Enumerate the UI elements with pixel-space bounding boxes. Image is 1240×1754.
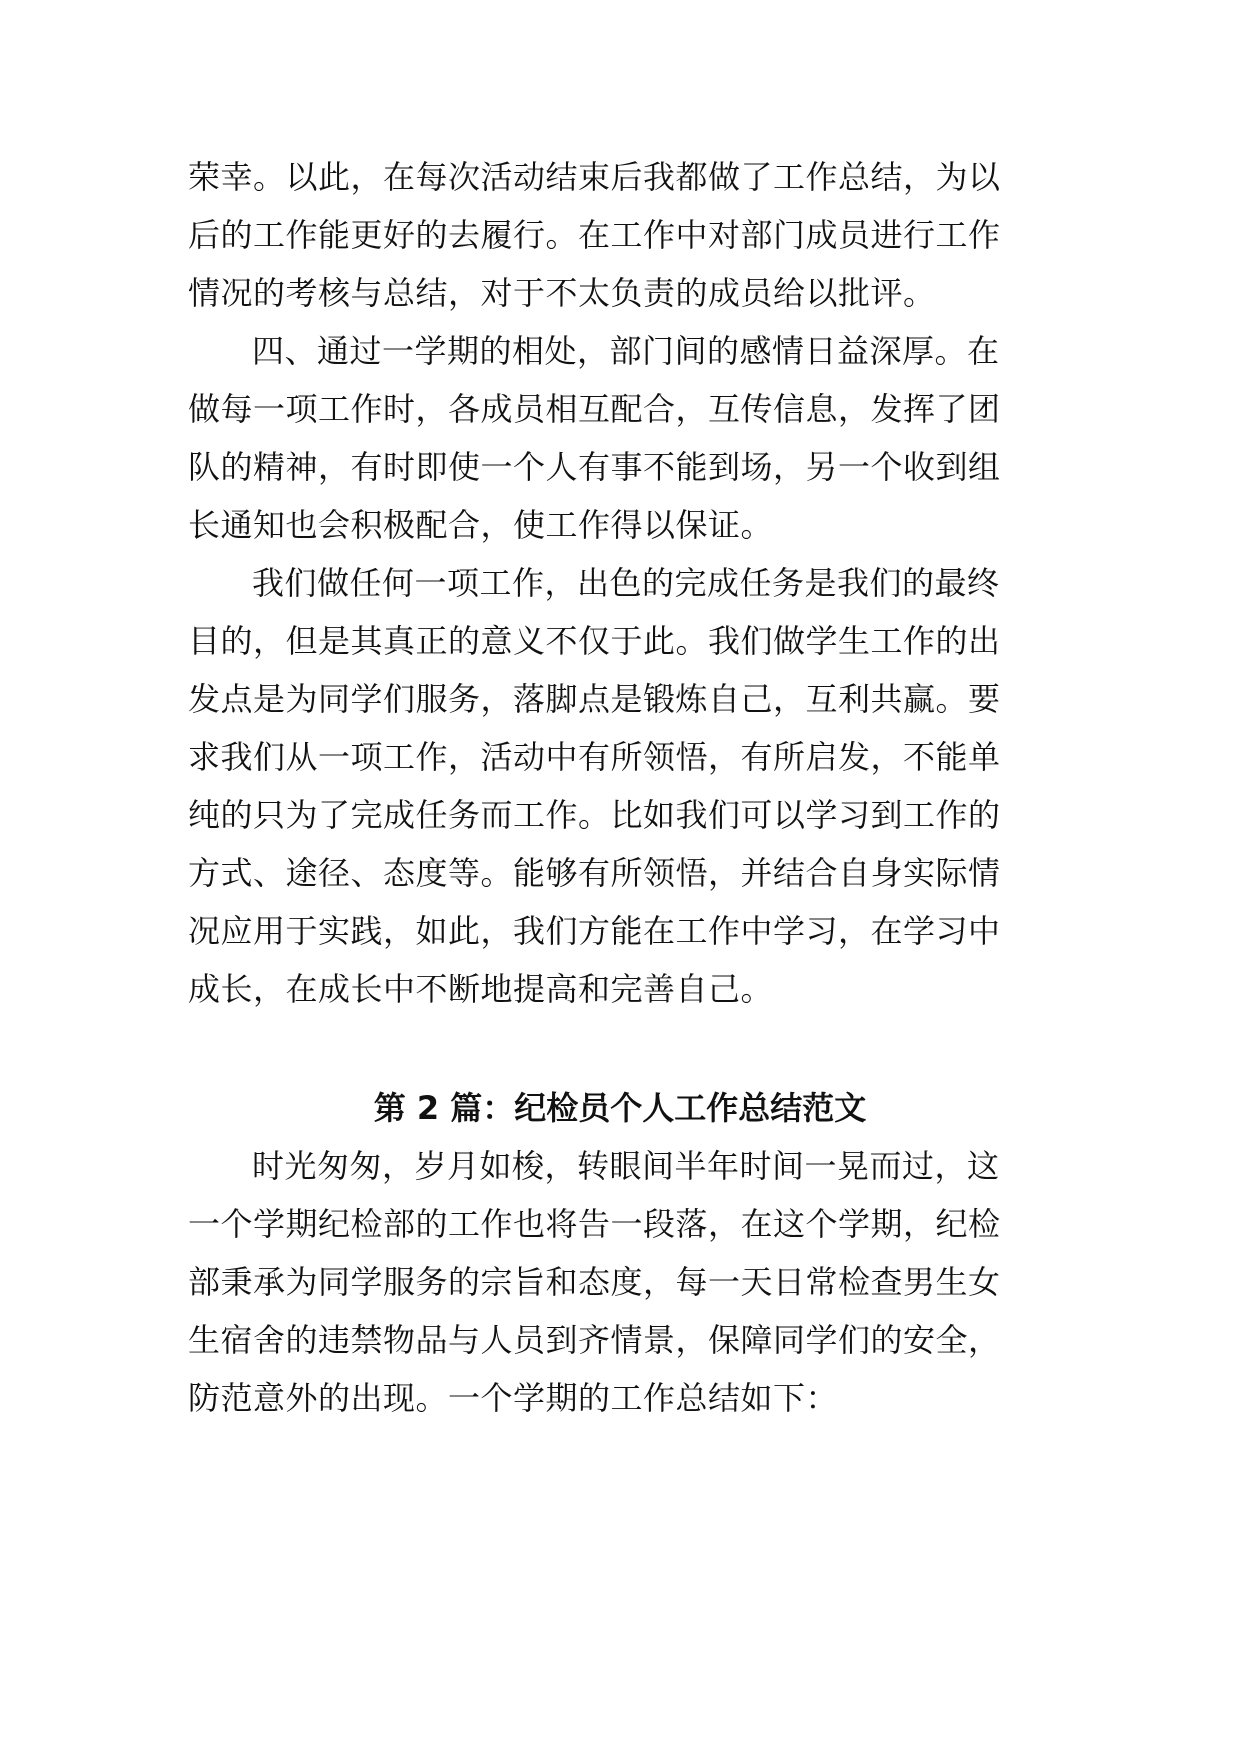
paragraph-line: 求我们从一项工作，活动中有所领悟，有所启发，不能单: [188, 738, 1001, 776]
paragraph-line: 队的精神，有时即使一个人有事不能到场，另一个收到组: [188, 448, 1001, 486]
paragraph-line: 做每一项工作时，各成员相互配合，互传信息，发挥了团: [188, 390, 1001, 428]
paragraph-line: 四、通过一学期的相处，部门间的感情日益深厚。在: [252, 332, 1000, 370]
paragraph-line: 长通知也会积极配合，使工作得以保证。: [188, 506, 774, 544]
paragraph-line: 况应用于实践，如此，我们方能在工作中学习，在学习中: [188, 912, 1001, 950]
paragraph-line: 发点是为同学们服务，落脚点是锻炼自己，互利共赢。要: [188, 680, 1001, 718]
paragraph-line: 方式、途径、态度等。能够有所领悟，并结合自身实际情: [188, 854, 1001, 892]
paragraph-line: 时光匆匆，岁月如梭，转眼间半年时间一晃而过，这: [252, 1147, 1000, 1185]
paragraph-line: 荣幸。以此，在每次活动结束后我都做了工作总结，为以: [188, 158, 1001, 196]
paragraph-line: 纯的只为了完成任务而工作。比如我们可以学习到工作的: [188, 796, 1001, 834]
paragraph-line: 目的，但是其真正的意义不仅于此。我们做学生工作的出: [188, 622, 1001, 660]
paragraph-line: 后的工作能更好的去履行。在工作中对部门成员进行工作: [188, 216, 1001, 254]
paragraph-line: 成长，在成长中不断地提高和完善自己。: [188, 970, 774, 1008]
paragraph-line: 情况的考核与总结，对于不太负责的成员给以批评。: [188, 274, 936, 312]
paragraph-line: 生宿舍的违禁物品与人员到齐情景，保障同学们的安全，: [188, 1321, 1001, 1359]
paragraph-line: 防范意外的出现。一个学期的工作总结如下：: [188, 1379, 839, 1417]
paragraph-line: 一个学期纪检部的工作也将告一段落，在这个学期，纪检: [188, 1205, 1001, 1243]
section-heading: 第 2 篇：纪检员个人工作总结范文: [373, 1089, 867, 1127]
paragraph-line: 部秉承为同学服务的宗旨和态度，每一天日常检查男生女: [188, 1263, 1001, 1301]
paragraph-line: 我们做任何一项工作，出色的完成任务是我们的最终: [252, 564, 1000, 602]
